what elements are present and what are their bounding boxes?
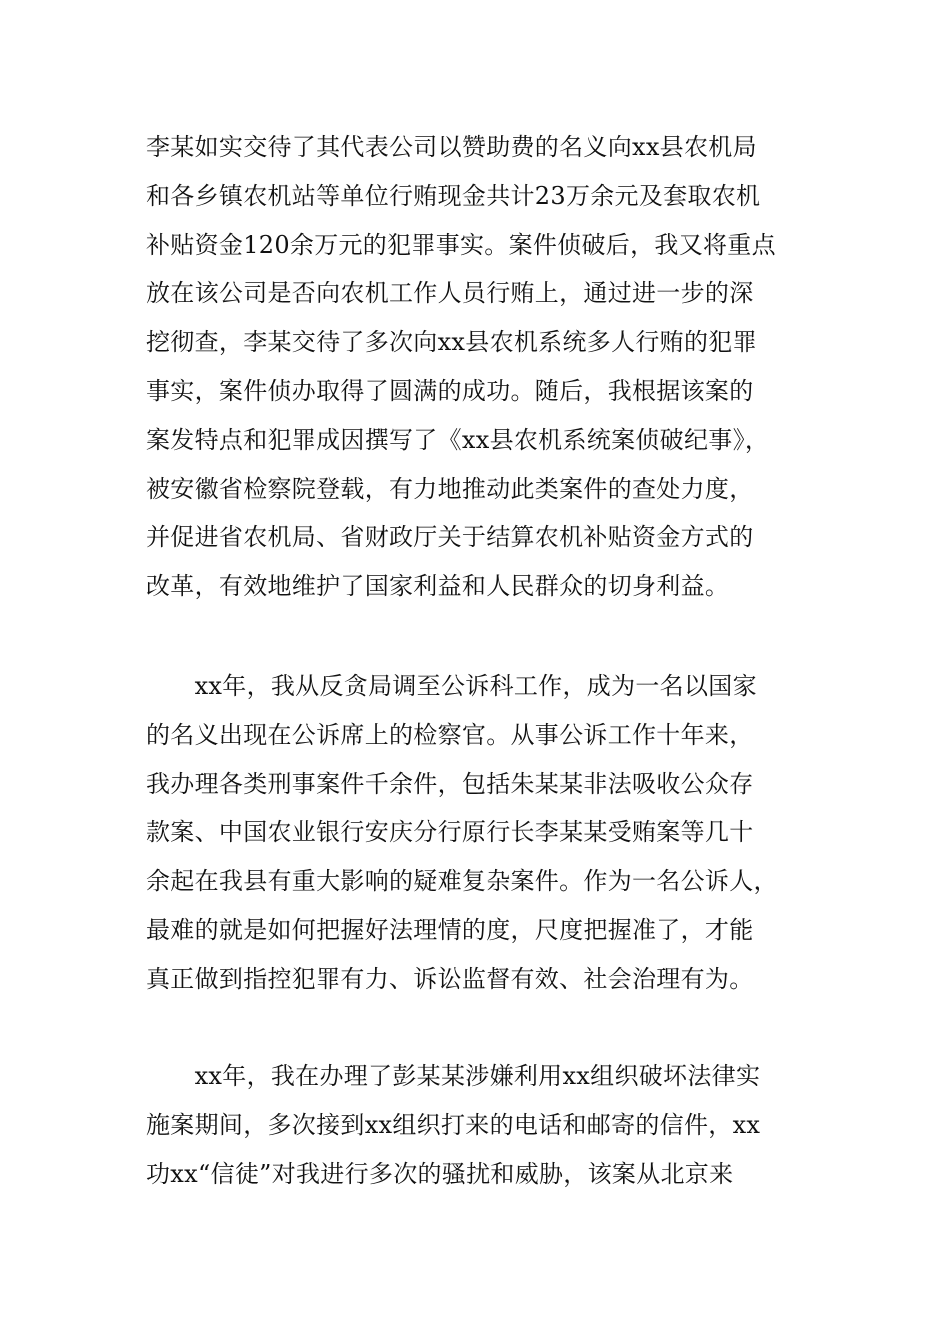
text-line: 的名义出现在公诉席上的检察官。从事公诉工作十年来， (146, 720, 754, 749)
text-line: 和各乡镇农机站等单位行贿现金共计23万余元及套取农机 (146, 181, 761, 210)
text-line: 功xx“信徒”对我进行多次的骚扰和威胁，该案从北京来 (146, 1159, 734, 1188)
text-line: 挖彻查，李某交待了多次向xx县农机系统多人行贿的犯罪 (146, 328, 757, 357)
text-line: 真正做到指控犯罪有力、诉讼监督有效、社会治理有为。 (146, 964, 754, 993)
text-line: 李某如实交待了其代表公司以赞助费的名义向xx县农机局 (146, 133, 757, 161)
text-line: 我办理各类刑事案件千余件，包括朱某某非法吸收公众存 (146, 769, 754, 798)
text-line: 款案、中国农业银行安庆分行原行长李某某受贿案等几十 (146, 818, 754, 847)
paragraph-2 (146, 662, 816, 1004)
text-line: 事实，案件侦办取得了圆满的成功。随后，我根据该案的 (146, 376, 754, 405)
text-line: 余起在我县有重大影响的疑难复杂案件。作为一名公诉人， (146, 867, 778, 896)
text-line: 最难的就是如何把握好法理情的度，尺度把握准了，才能 (146, 915, 754, 944)
text-line: 案发特点和犯罪成因撰写了《xx县农机系统案侦破纪事》， (146, 425, 770, 454)
text-line: 补贴资金120余万元的犯罪事实。案件侦破后，我又将重点 (146, 230, 776, 259)
paragraph-3 (146, 1052, 816, 1198)
text-line: 并促进省农机局、省财政厅关于结算农机补贴资金方式的 (146, 523, 754, 552)
text-line: 放在该公司是否向农机工作人员行贿上，通过进一步的深 (146, 279, 754, 308)
paragraph-1 (146, 123, 816, 611)
text-line: 被安徽省检察院登载，有力地推动此类案件的查处力度， (146, 474, 754, 503)
text-line: xx年，我从反贪局调至公诉科工作，成为一名以国家 (146, 672, 757, 700)
text-line: xx年，我在办理了彭某某涉嫌利用xx组织破坏法律实 (146, 1062, 761, 1090)
text-line: 施案期间，多次接到xx组织打来的电话和邮寄的信件，xx (146, 1110, 761, 1139)
text-line: 改革，有效地维护了国家利益和人民群众的切身利益。 (146, 572, 730, 601)
